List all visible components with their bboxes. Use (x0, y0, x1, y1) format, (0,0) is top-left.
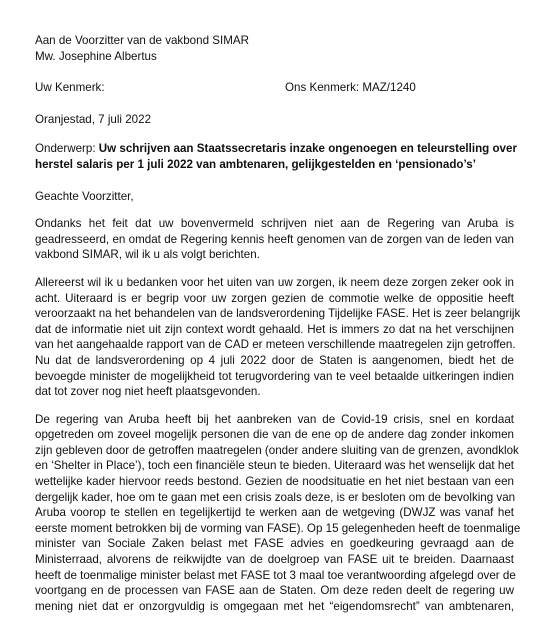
paragraph-line: acht. Uiteraard is er begrip voor uw zorgen gezien de commotie welke de oppositie heeft (35, 291, 514, 305)
paragraph-line: dergelijk kader, hoe om te gaan met een crisis zoals deze, is er besloten om de bevolking van (35, 490, 516, 504)
paragraph-line: Allereerst wil ik u bedanken voor het uiten van uw zorgen, ik neem deze zorgen zeker ook in (35, 275, 514, 289)
paragraph-line: eerste moment betrokken bij de vorming van FASE). Op 15 gelegenheden heeft de toenmalige (35, 521, 521, 535)
paragraph-line: en ‘Shelter in Place’), toch een financiële steun te bieden. Uiteraard was het wenselijk dat het (35, 459, 514, 473)
paragraph-line: De regering van Aruba heeft bij het aanbreken van de Covid-19 crisis, snel en kordaat (35, 412, 514, 426)
subject-line-2: herstel salaris per 1 juli 2022 van ambtenaren, gelijkgestelden en ‘pensionado’s’ (35, 157, 476, 171)
paragraph-line: minister van Sociale Zaken belast met FASE advies en goedkeuring gevraagd aan de (35, 537, 514, 551)
paragraph-line: dat de informatie niet uit zijn context wordt gehaald. Het is immers zo dat na het verschijnen (35, 322, 514, 336)
addressee-line-2: Mw. Josephine Albertus (35, 49, 157, 63)
paragraph-1 (35, 216, 514, 263)
paragraph-line: zijn gebleven door de getroffen maatregelen (onder andere sluiting van de grenzen, avondklok (35, 443, 519, 457)
uw-kenmerk: Uw Kenmerk: (35, 81, 105, 95)
addressee-line-1: Aan de Voorzitter van de vakbond SIMAR (35, 34, 249, 47)
paragraph-line: heeft de toenmalige minister belast met FASE tot 3 maal toe verantwoording afgelegd over de (35, 568, 516, 582)
paragraph-line: bevoegde minister de mogelijkheid tot terugvordering van te veel betaalde uitkeringen indien (35, 369, 514, 383)
paragraph-line: veroorzaakt na het behandelen van de landsverordening Tijdelijke FASE. Het is zeer belangrijk (35, 307, 521, 321)
paragraph-3 (35, 412, 521, 615)
paragraph-line: wettelijke kader hiervoor reeds bestond. Gezien de noodsituatie en het niet bestaan van een (35, 475, 514, 489)
paragraph-line: geadresseerd, en omdat de Regering kennis heeft genomen van de zorgen van de leden van (35, 232, 514, 246)
paragraph-line: Ministerraad, alvorens de reikwijdte van de doelgroep van FASE uit te breiden. Daarnaast (35, 553, 514, 567)
paragraph-line: Aruba voorop te stellen en tegelijkertijd te werken aan de wetgeving (DWJZ was vanaf het (35, 506, 514, 520)
salutation: Geachte Voorzitter, (35, 189, 134, 203)
paragraph-line: vakbond SIMAR, wil ik u als volgt berichten. (35, 248, 260, 262)
paragraph-line: Ondanks het feit dat uw bovenvermeld schrijven niet aan de Regering van Aruba is (35, 217, 514, 231)
paragraph-line: mening niet dat er onzorgvuldig is omgegaan met het “eigendomsrecht” van ambtenaren, (35, 599, 514, 613)
place-date: Oranjestad, 7 juli 2022 (35, 112, 152, 126)
paragraph-line: dat tot zover nog niet heeft plaatsgevonden. (35, 385, 261, 399)
paragraph-line: van het aangehaalde rapport van de CAD er meteen verschillende maatregelen zijn getroffen. (35, 338, 516, 352)
subject-label: Onderwerp: (35, 142, 99, 156)
paragraph-line: opgetreden om zoveel mogelijk personen die van de ene op de andere dag zonder inkomen (35, 428, 514, 442)
paragraph-line: Nu dat de landsverordening op 4 juli 2022 door de Staten is aangenomen, biedt het de (35, 353, 514, 367)
paragraph-line: voortgang en de processen van FASE aan de Staten. Om deze reden deelt de regering uw (35, 584, 514, 598)
subject (35, 141, 517, 172)
ons-kenmerk: Ons Kenmerk: MAZ/1240 (285, 81, 416, 95)
paragraph-2 (35, 275, 521, 400)
reference-row (35, 80, 514, 96)
subject-line-1: Uw schrijven aan Staatssecretaris inzake ongenoegen en teleurstelling over (98, 142, 517, 156)
